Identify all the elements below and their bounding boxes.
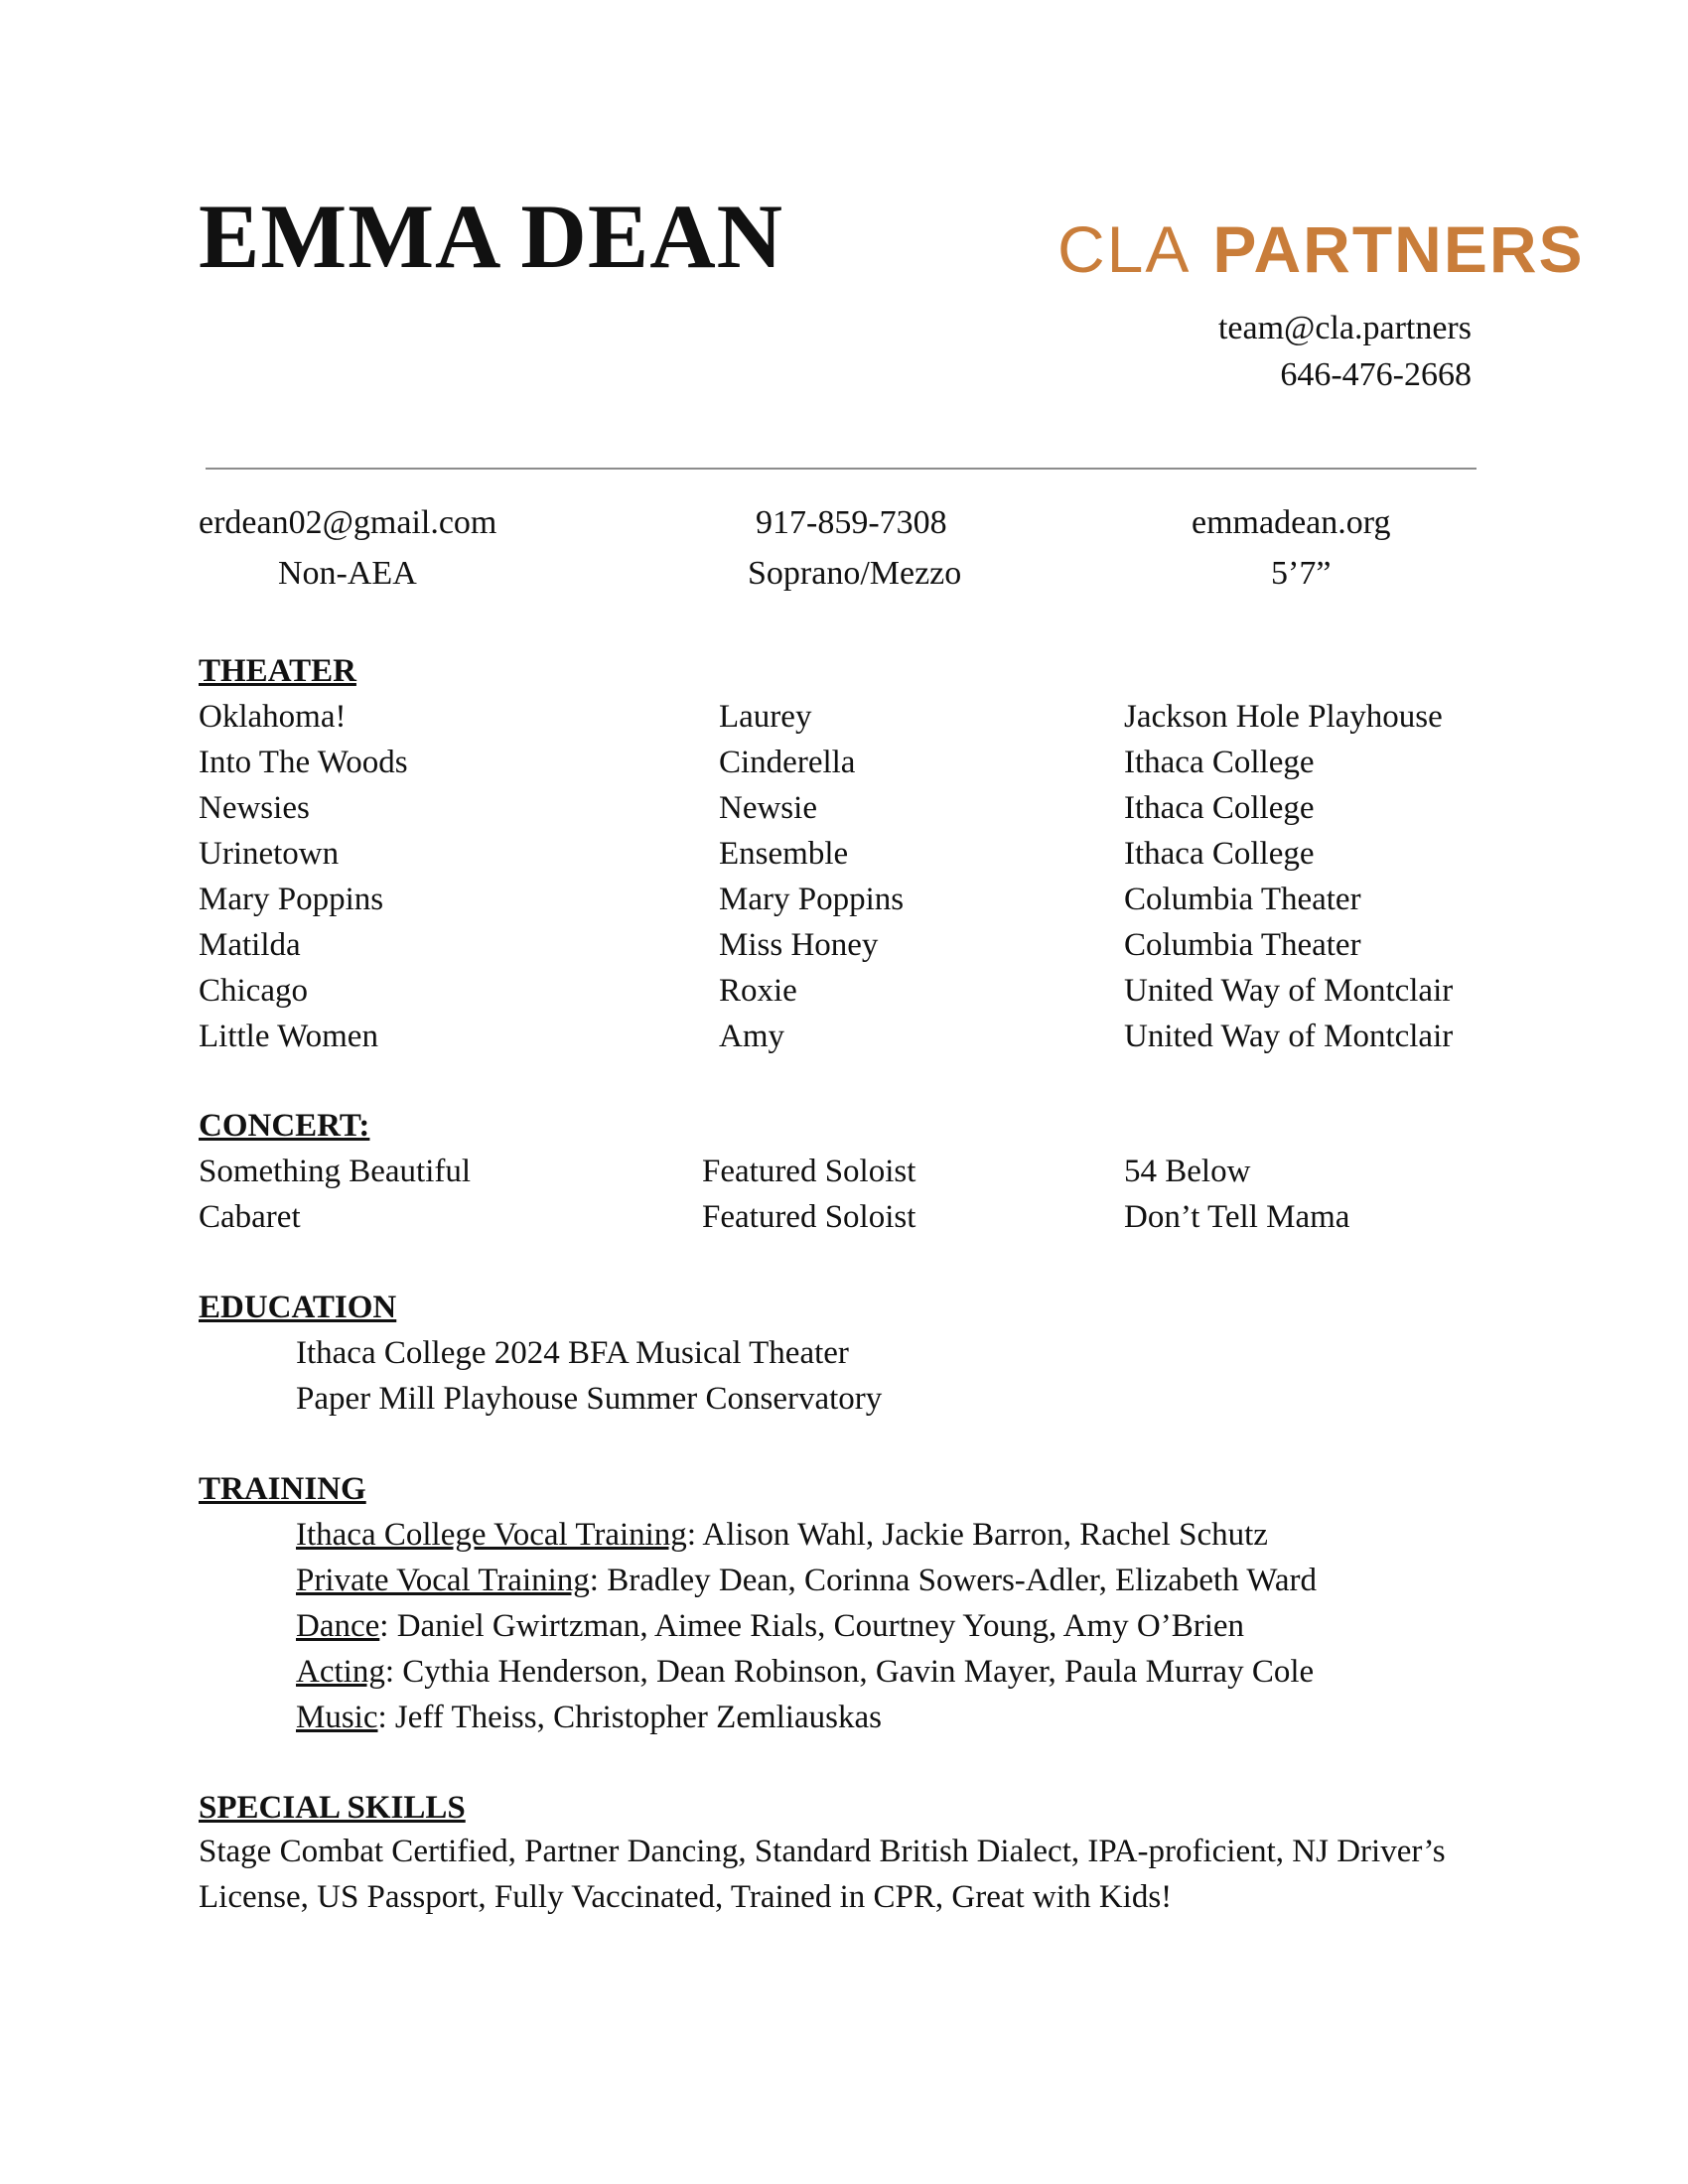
training-item [296, 1565, 1317, 1597]
training-item [296, 1519, 1268, 1552]
skills-heading: SPECIAL SKILLS [199, 1790, 466, 1826]
concert-show: Cabaret [199, 1199, 301, 1235]
logo-cla-text: CLA [1057, 212, 1192, 286]
concert-role: Featured Soloist [702, 1199, 916, 1235]
resume-name: EMMA DEAN [199, 186, 784, 287]
theater-show: Little Women [199, 1019, 378, 1054]
theater-venue: Jackson Hole Playhouse [1124, 699, 1443, 735]
theater-role: Amy [719, 1019, 784, 1054]
training-teachers: : Jeff Theiss, Christopher Zemliauskas [377, 1700, 882, 1735]
theater-show: Into The Woods [199, 745, 408, 780]
training-label: Dance [296, 1608, 380, 1644]
training-label: Acting [296, 1654, 385, 1690]
contact-website[interactable]: emmadean.org [1192, 504, 1391, 541]
training-teachers: : Bradley Dean, Corinna Sowers-Adler, Elizabeth Ward [589, 1563, 1317, 1598]
theater-show: Urinetown [199, 836, 340, 872]
theater-role: Mary Poppins [719, 882, 905, 917]
theater-show: Oklahoma! [199, 699, 347, 735]
agency-email[interactable]: team@cla.partners [1217, 310, 1472, 346]
training-teachers: : Daniel Gwirtzman, Aimee Rials, Courtney Young, Amy O’Brien [379, 1608, 1245, 1644]
theater-heading: THEATER [199, 653, 356, 689]
concert-heading: CONCERT: [199, 1108, 370, 1144]
theater-venue: Ithaca College [1124, 790, 1315, 826]
training-label: Music [296, 1700, 378, 1735]
training-heading: TRAINING [199, 1471, 366, 1507]
concert-role: Featured Soloist [702, 1154, 916, 1189]
training-item [296, 1656, 1314, 1689]
concert-show: Something Beautiful [199, 1154, 472, 1189]
training-label: Private Vocal Training [296, 1563, 590, 1598]
theater-role: Miss Honey [719, 927, 879, 963]
training-teachers: : Alison Wahl, Jackie Barron, Rachel Schutz [686, 1517, 1268, 1553]
voice-type: Soprano/Mezzo [748, 555, 962, 592]
training-teachers: : Cythia Henderson, Dean Robinson, Gavin Mayer, Paula Murray Cole [384, 1654, 1315, 1690]
theater-show: Matilda [199, 927, 301, 963]
theater-role: Ensemble [719, 836, 849, 872]
contact-phone: 917-859-7308 [756, 504, 947, 541]
training-label: Ithaca College Vocal Training [296, 1517, 687, 1553]
agency-logo [1057, 212, 1585, 286]
theater-role: Newsie [719, 790, 817, 826]
concert-venue: Don’t Tell Mama [1124, 1199, 1350, 1235]
theater-venue: United Way of Montclair [1124, 1019, 1454, 1054]
education-item: Paper Mill Playhouse Summer Conservatory [296, 1381, 883, 1417]
agency-phone: 646-476-2668 [1280, 356, 1472, 393]
theater-venue: Columbia Theater [1124, 882, 1361, 917]
skills-text: Stage Combat Certified, Partner Dancing, Standard British Dialect, IPA-proficient, NJ Driver’s License, US Passport, Fully Vaccinated, Trained in CPR, Great with Kids! [199, 1834, 1446, 1915]
theater-show: Chicago [199, 973, 308, 1009]
theater-venue: United Way of Montclair [1124, 973, 1454, 1009]
training-item [296, 1702, 882, 1734]
education-item: Ithaca College 2024 BFA Musical Theater [296, 1335, 849, 1371]
education-heading: EDUCATION [199, 1290, 397, 1325]
theater-venue: Columbia Theater [1124, 927, 1361, 963]
theater-role: Roxie [719, 973, 797, 1009]
contact-email[interactable]: erdean02@gmail.com [199, 504, 497, 541]
concert-venue: 54 Below [1124, 1154, 1251, 1189]
logo-partners-text: PARTNERS [1212, 212, 1585, 286]
theater-role: Laurey [719, 699, 812, 735]
training-item [296, 1610, 1244, 1643]
header-divider [206, 468, 1477, 470]
height-value: 5’7” [1271, 555, 1332, 592]
theater-show: Mary Poppins [199, 882, 384, 917]
union-status: Non-AEA [278, 555, 417, 592]
theater-venue: Ithaca College [1124, 745, 1315, 780]
theater-venue: Ithaca College [1124, 836, 1315, 872]
theater-show: Newsies [199, 790, 310, 826]
theater-role: Cinderella [719, 745, 856, 780]
